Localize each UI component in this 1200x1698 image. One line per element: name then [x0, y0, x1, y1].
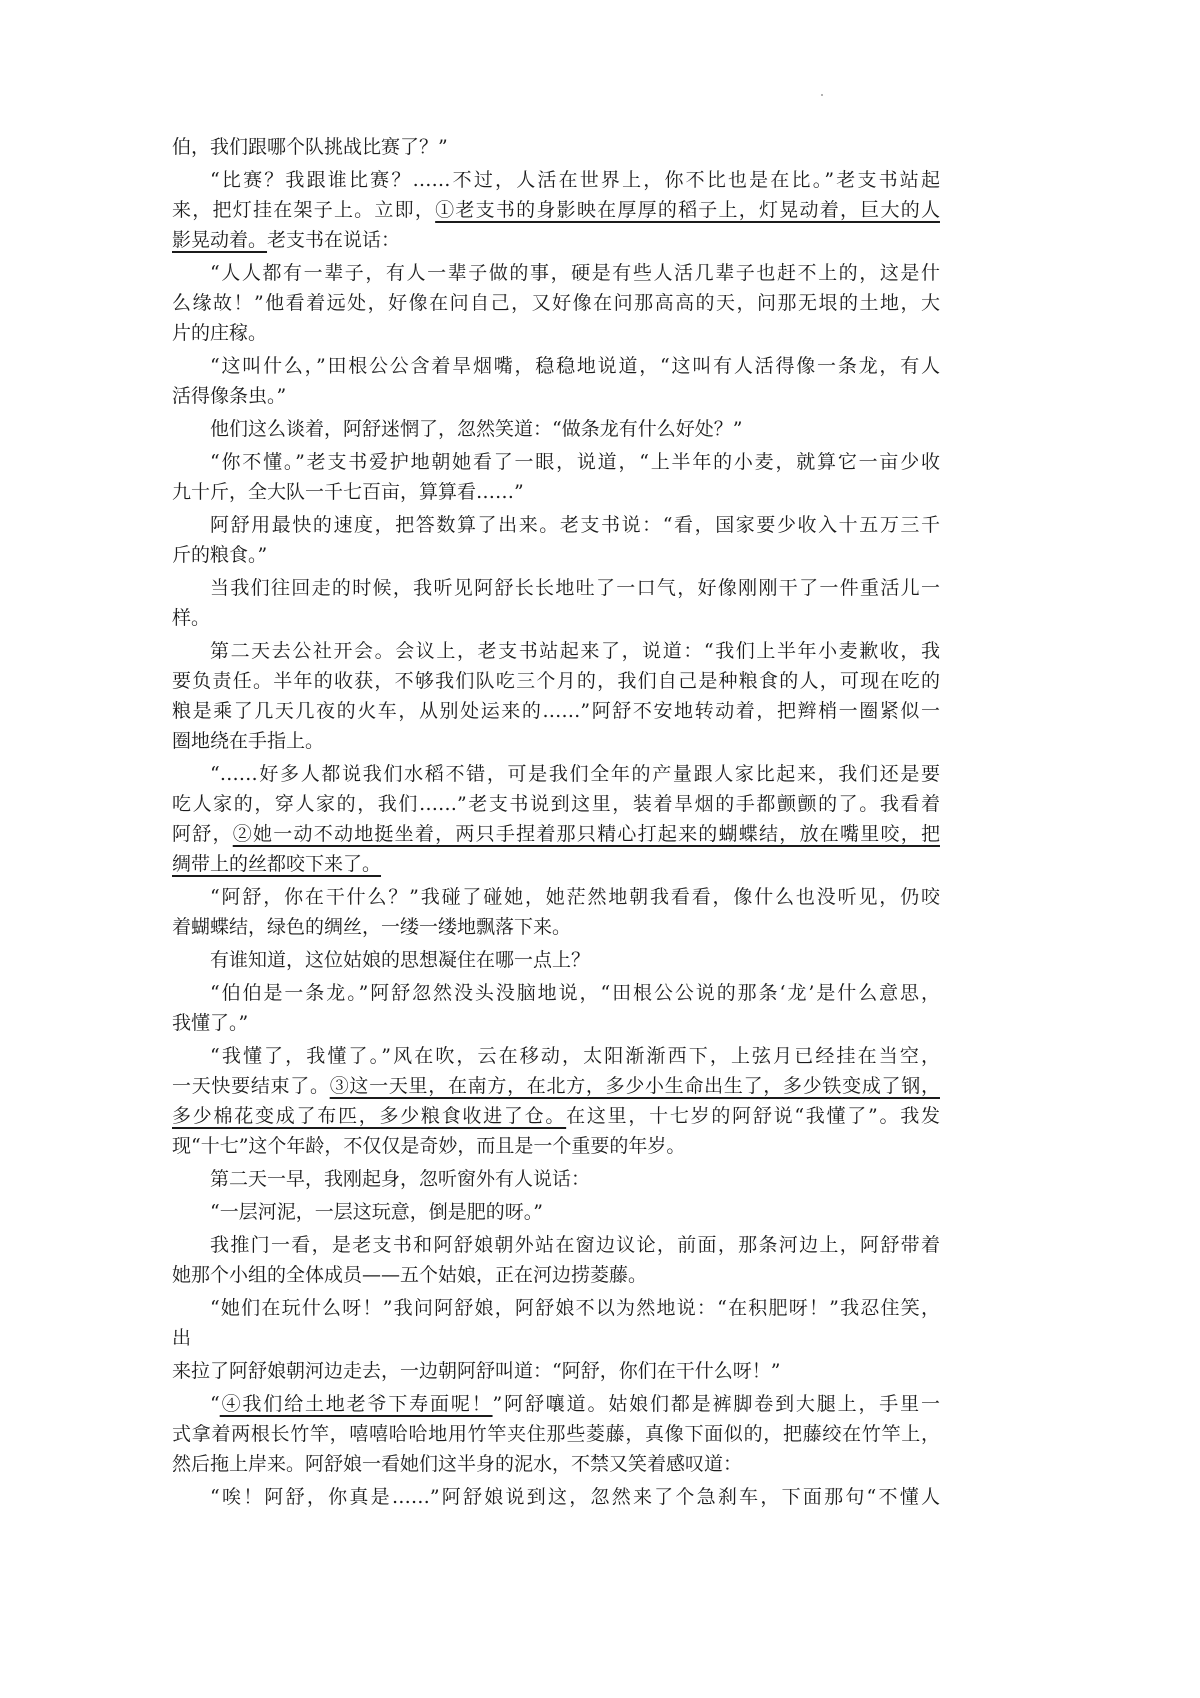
text-line [172, 1101, 940, 1131]
text-line [172, 1389, 940, 1419]
paragraph [172, 258, 940, 348]
underlined-passage: 绸带上的丝都咬下来了。 [172, 853, 382, 875]
paragraph [172, 1389, 940, 1479]
text-line [172, 510, 940, 540]
text-segment: 一天快要结束了。 [172, 1075, 330, 1097]
text-line [172, 165, 940, 195]
text-line [172, 288, 940, 318]
paragraph [172, 1197, 940, 1227]
text-line [172, 1419, 940, 1449]
paragraph [172, 759, 940, 879]
document-body [172, 132, 940, 1512]
text-segment: “这叫什么，”田根公公含着旱烟嘴，稳稳地说道，“这叫有人活得像一条龙，有人 [210, 355, 940, 377]
text-segment: “一层河泥，一层这玩意，倒是肥的呀。” [210, 1201, 543, 1223]
underlined-passage: ①老支书的身影映在厚厚的稻子上，灯晃动着，巨大的人 [435, 199, 940, 221]
text-segment: 然后拖上岸来。阿舒娘一看她们这半身的泥水，不禁又笑着感叹道： [172, 1453, 743, 1475]
paragraph [172, 165, 940, 255]
text-line [172, 912, 940, 942]
paragraph [172, 945, 940, 975]
text-segment: “……好多人都说我们水稻不错，可是我们全年的产量跟人家比起来，我们还是要 [210, 763, 940, 785]
text-segment: 九十斤，全大队一千七百亩，算算看……” [172, 481, 524, 503]
paragraph [172, 132, 940, 162]
text-segment: 她那个小组的全体成员——五个姑娘，正在河边捞菱藤。 [172, 1264, 648, 1286]
paragraph [172, 414, 940, 444]
text-line [172, 1482, 940, 1512]
scan-speck [821, 94, 823, 96]
text-line [172, 1164, 940, 1194]
paragraph [172, 1482, 940, 1512]
text-segment: 伯，我们跟哪个队挑战比赛了？” [172, 136, 448, 158]
text-segment: 第二天去公社开会。会议上，老支书站起来了，说道：“我们上半年小麦歉收，我 [210, 640, 940, 662]
text-segment: 我推门一看，是老支书和阿舒娘朝外站在窗边议论，前面，那条河边上，阿舒带着 [210, 1234, 940, 1256]
text-line [172, 573, 940, 603]
text-segment: 在这里，十七岁的阿舒说“我懂了”。我发 [566, 1105, 940, 1127]
text-line [172, 1008, 940, 1038]
text-line [172, 819, 940, 849]
text-line [172, 1260, 940, 1290]
text-segment: “ [210, 1393, 220, 1415]
text-line [172, 759, 940, 789]
paragraph [172, 1164, 940, 1194]
text-line [172, 696, 940, 726]
text-segment: 吃人家的，穿人家的，我们……”老支书说到这里，装着旱烟的手都颤颤的了。我看着 [172, 793, 940, 815]
text-segment: 式拿着两根长竹竿，嘻嘻哈哈地用竹竿夹住那些菱藤，真像下面似的，把藤绞在竹竿上， [172, 1423, 940, 1445]
underlined-passage: ②她一动不动地挺坐着，两只手捏着那只精心打起来的蝴蝶结，放在嘴里咬，把 [232, 823, 940, 845]
text-segment: 阿舒用最快的速度，把答数算了出来。老支书说：“看，国家要少收入十五万三千 [210, 514, 940, 536]
text-segment: 着蝴蝶结，绿色的绸丝，一缕一缕地飘落下来。 [172, 916, 572, 938]
text-segment: 当我们往回走的时候，我听见阿舒长长地吐了一口气，好像刚刚干了一件重活儿一 [210, 577, 940, 599]
text-line [172, 1449, 940, 1479]
text-line [172, 636, 940, 666]
text-line [172, 414, 940, 444]
text-segment: 粮是乘了几天几夜的火车，从别处运来的……”阿舒不安地转动着，把辫梢一圈紧似一 [172, 700, 940, 722]
underlined-passage: 影晃动着。 [172, 229, 268, 251]
text-segment: 老支书在说话： [267, 229, 401, 251]
text-segment: 么缘故！”他看着远处，好像在问自己，又好像在问那高高的天，问那无垠的土地，大 [172, 292, 940, 314]
underlined-passage: 多少棉花变成了布匹，多少粮食收进了仓。 [172, 1105, 567, 1127]
text-segment: 第二天一早，我刚起身，忽听窗外有人说话： [210, 1168, 591, 1190]
text-segment: “比赛？我跟谁比赛？……不过，人活在世界上，你不比也是在比。”老支书站起 [210, 169, 940, 191]
paragraph [172, 636, 940, 756]
text-segment: ”阿舒嚷道。姑娘们都是裤脚卷到大腿上，手里一 [492, 1393, 940, 1415]
text-line [172, 726, 940, 756]
underlined-passage: ④我们给土地老爷下寿面呢！ [219, 1393, 493, 1415]
paragraph [172, 882, 940, 942]
text-line [172, 1356, 940, 1386]
text-segment: 出 [172, 1327, 192, 1349]
text-segment: 斤的粮食。” [172, 544, 268, 566]
text-line [172, 666, 940, 696]
text-segment: 活得像条虫。” [172, 385, 287, 407]
text-segment: 有谁知道，这位姑娘的思想凝住在哪一点上？ [210, 949, 591, 971]
paragraph [172, 1230, 940, 1290]
text-line [172, 1131, 940, 1161]
text-line [172, 882, 940, 912]
text-segment: 他们这么谈着，阿舒迷惘了，忽然笑道：“做条龙有什么好处？” [210, 418, 743, 440]
text-line [172, 447, 940, 477]
text-segment: “唉！阿舒，你真是……”阿舒娘说到这，忽然来了个急刹车，下面那句“不懂人 [210, 1486, 940, 1508]
paragraph [172, 510, 940, 570]
paragraph [172, 351, 940, 411]
paragraph [172, 978, 940, 1038]
text-line [172, 540, 940, 570]
text-segment: “你不懂。”老支书爱护地朝她看了一眼，说道，“上半年的小麦，就算它一亩少收 [210, 451, 940, 473]
underlined-passage: ③这一天里，在南方，在北方，多少小生命出生了，多少铁变成了钢， [329, 1075, 940, 1097]
text-line [172, 1197, 940, 1227]
text-segment: 来，把灯挂在架子上。立即， [172, 199, 436, 221]
text-line [172, 849, 940, 879]
text-segment: 圈地绕在手指上。 [172, 730, 325, 752]
paragraph [172, 447, 940, 507]
text-segment: “阿舒，你在干什么？”我碰了碰她，她茫然地朝我看看，像什么也没听见，仍咬 [210, 886, 940, 908]
text-segment: 现“十七”这个年龄，不仅仅是奇妙，而且是一个重要的年岁。 [172, 1135, 686, 1157]
text-line [172, 1230, 940, 1260]
text-line [172, 945, 940, 975]
text-line [172, 195, 940, 225]
text-line [172, 351, 940, 381]
paragraph [172, 1293, 940, 1353]
paragraph [172, 573, 940, 633]
text-segment: 要负责任。半年的收获，不够我们队吃三个月的，我们自己是种粮食的人，可现在吃的 [172, 670, 940, 692]
text-line [172, 132, 940, 162]
text-line [172, 1323, 940, 1353]
text-line [172, 477, 940, 507]
text-line [172, 318, 940, 348]
text-segment: 我懂了。” [172, 1012, 249, 1034]
text-line [172, 1041, 940, 1071]
text-line [172, 258, 940, 288]
text-line [172, 789, 940, 819]
text-line [172, 603, 940, 633]
text-line [172, 225, 940, 255]
text-line [172, 1071, 940, 1101]
text-segment: “她们在玩什么呀！”我问阿舒娘，阿舒娘不以为然地说：“在积肥呀！”我忍住笑， [210, 1297, 940, 1319]
text-segment: “人人都有一辈子，有人一辈子做的事，硬是有些人活几辈子也赶不上的，这是什 [210, 262, 940, 284]
paragraph [172, 1356, 940, 1386]
text-segment: 样。 [172, 607, 211, 629]
text-line [172, 978, 940, 1008]
text-line [172, 1293, 940, 1323]
text-segment: 片的庄稼。 [172, 322, 268, 344]
text-segment: “我懂了，我懂了。”风在吹，云在移动，太阳渐渐西下，上弦月已经挂在当空， [210, 1045, 940, 1067]
text-segment: 阿舒， [172, 823, 233, 845]
text-line [172, 381, 940, 411]
text-segment: “伯伯是一条龙。”阿舒忽然没头没脑地说，“田根公公说的那条‘龙’是什么意思， [210, 982, 940, 1004]
paragraph [172, 1041, 940, 1161]
text-segment: 来拉了阿舒娘朝河边走去，一边朝阿舒叫道：“阿舒，你们在干什么呀！” [172, 1360, 781, 1382]
